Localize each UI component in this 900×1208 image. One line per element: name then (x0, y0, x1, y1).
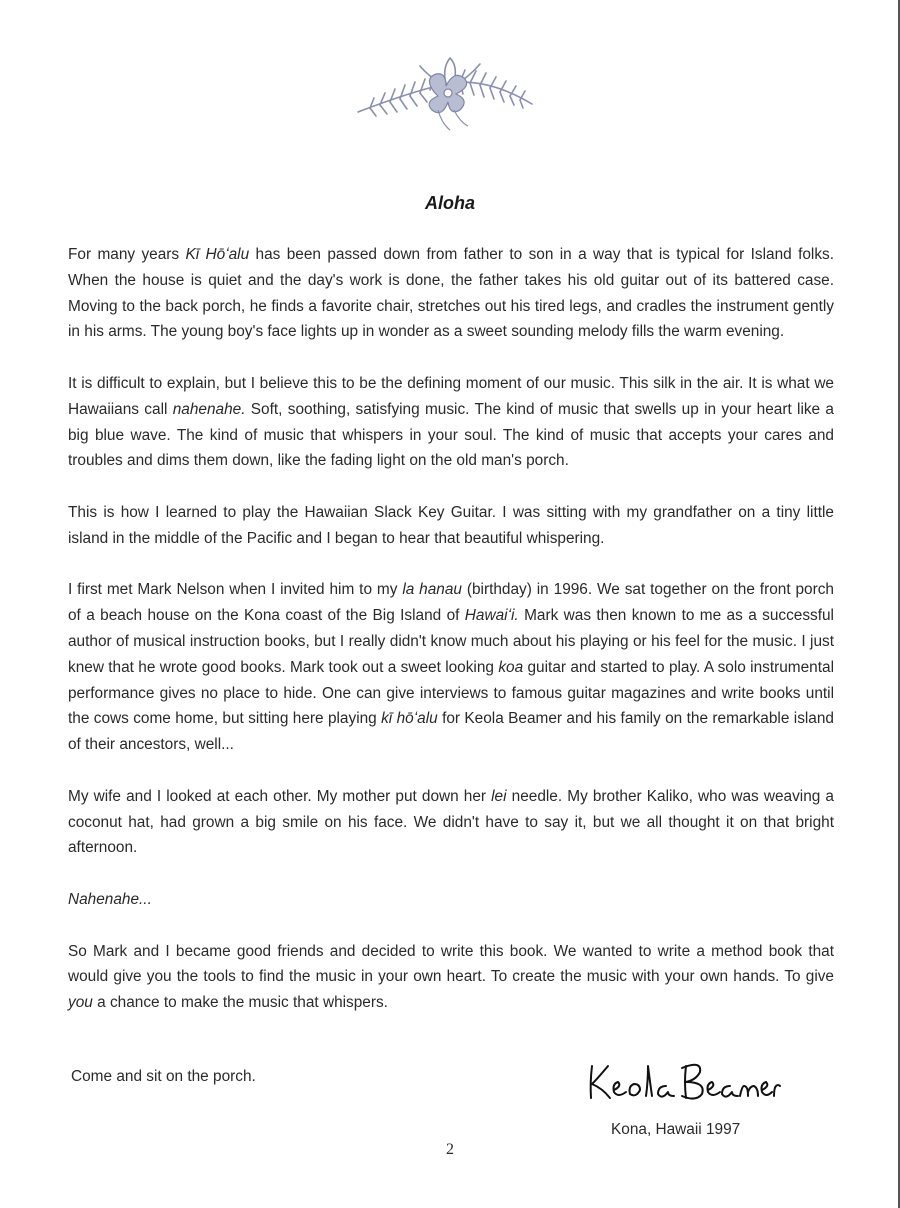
italic-text: nahenahe. (172, 400, 246, 418)
text-run: For many years (68, 246, 186, 263)
text-run: So Mark and I became good friends and decided to write this book. We wanted to write a method book that would give you the tools to find the music in your own heart. To create the music with your own hands. To give (68, 942, 834, 986)
text-run: Mark was then known to me as a successful author of musical instruction books, but I really didn't know much about his playing or his feel for the music. I just knew that he wrote good books. Mark took out a sweet looking (68, 607, 834, 676)
page-number: 2 (446, 1141, 454, 1158)
text-run: It is difficult to explain, but I believe this to be the defining moment of our music. This silk in the air. It is what we Hawaiians call (68, 374, 834, 418)
paragraph (68, 577, 834, 758)
italic-text: lei (491, 787, 507, 805)
place-date: Kona, Hawaii 1997 (611, 1121, 741, 1138)
italic-text: koa (498, 658, 524, 676)
text-run: Soft, soothing, satisfying music. The kind of music that swells up in your heart like a big blue wave. The kind of music that whispers in your soul. The kind of music that accepts your cares and troubles and dims them down, like the fading light on the old man's porch. (68, 400, 834, 470)
page-title: Aloha (424, 193, 475, 213)
text-run: for Keola Beamer and his family on the remarkable island of their ancestors, well... (68, 710, 834, 754)
text-run: guitar and started to play. A solo instrumental performance gives no place to hide. One can give interviews to famous guitar magazines and write books until the cows come home, but sitting here playing (68, 658, 834, 728)
paragraph (68, 784, 834, 861)
paragraph (68, 939, 834, 1016)
text-run: I first met Mark Nelson when I invited him to my (68, 581, 403, 599)
handwritten-signature (582, 1052, 782, 1108)
italic-text: Hawaiʻi. (464, 607, 519, 625)
italic-text: Nahenahe... (68, 890, 152, 908)
paragraph (68, 887, 834, 913)
paragraph (68, 500, 834, 552)
text-run: needle. My brother Kaliko, who was weaving a coconut hat, had grown a big smile on his face. We didn't have to say it, but we all thought it on that bright afternoon. (68, 787, 834, 857)
text-run: My wife and I looked at each other. My mother put down her (68, 787, 492, 805)
text-run: has been passed down from father to son in a way that is typical for Island folks. When the house is quiet and the day's work is done, the father takes his old guitar out of its battered case. Moving to the back porch, he finds a favorite chair, stretches out his tired legs, and cradles the instrument gently in his arms. The young boy's face lights up in wonder as a sweet sounding melody fills the warm evening. (68, 246, 834, 341)
text-run: a chance to make the music that whispers. (92, 994, 388, 1012)
italic-text: you (68, 994, 93, 1012)
italic-text: Kī Hōʻalu (185, 246, 250, 263)
paragraph (68, 371, 834, 474)
closing-line: Come and sit on the porch. (71, 1068, 256, 1085)
italic-text: kī hōʻalu (381, 710, 438, 728)
letter-body (68, 242, 834, 1042)
italic-text: la hanau (402, 581, 462, 599)
paragraph (68, 242, 834, 345)
text-run: This is how I learned to play the Hawaiian Slack Key Guitar. I was sitting with my grandfather on a tiny little island in the middle of the Pacific and I began to hear that beautiful whispering. (68, 503, 834, 547)
text-run: (birthday) in 1996. We sat together on the front porch of a beach house on the Kona coast of the Big Island of (68, 581, 834, 625)
fern-flower-ornament (350, 48, 540, 134)
